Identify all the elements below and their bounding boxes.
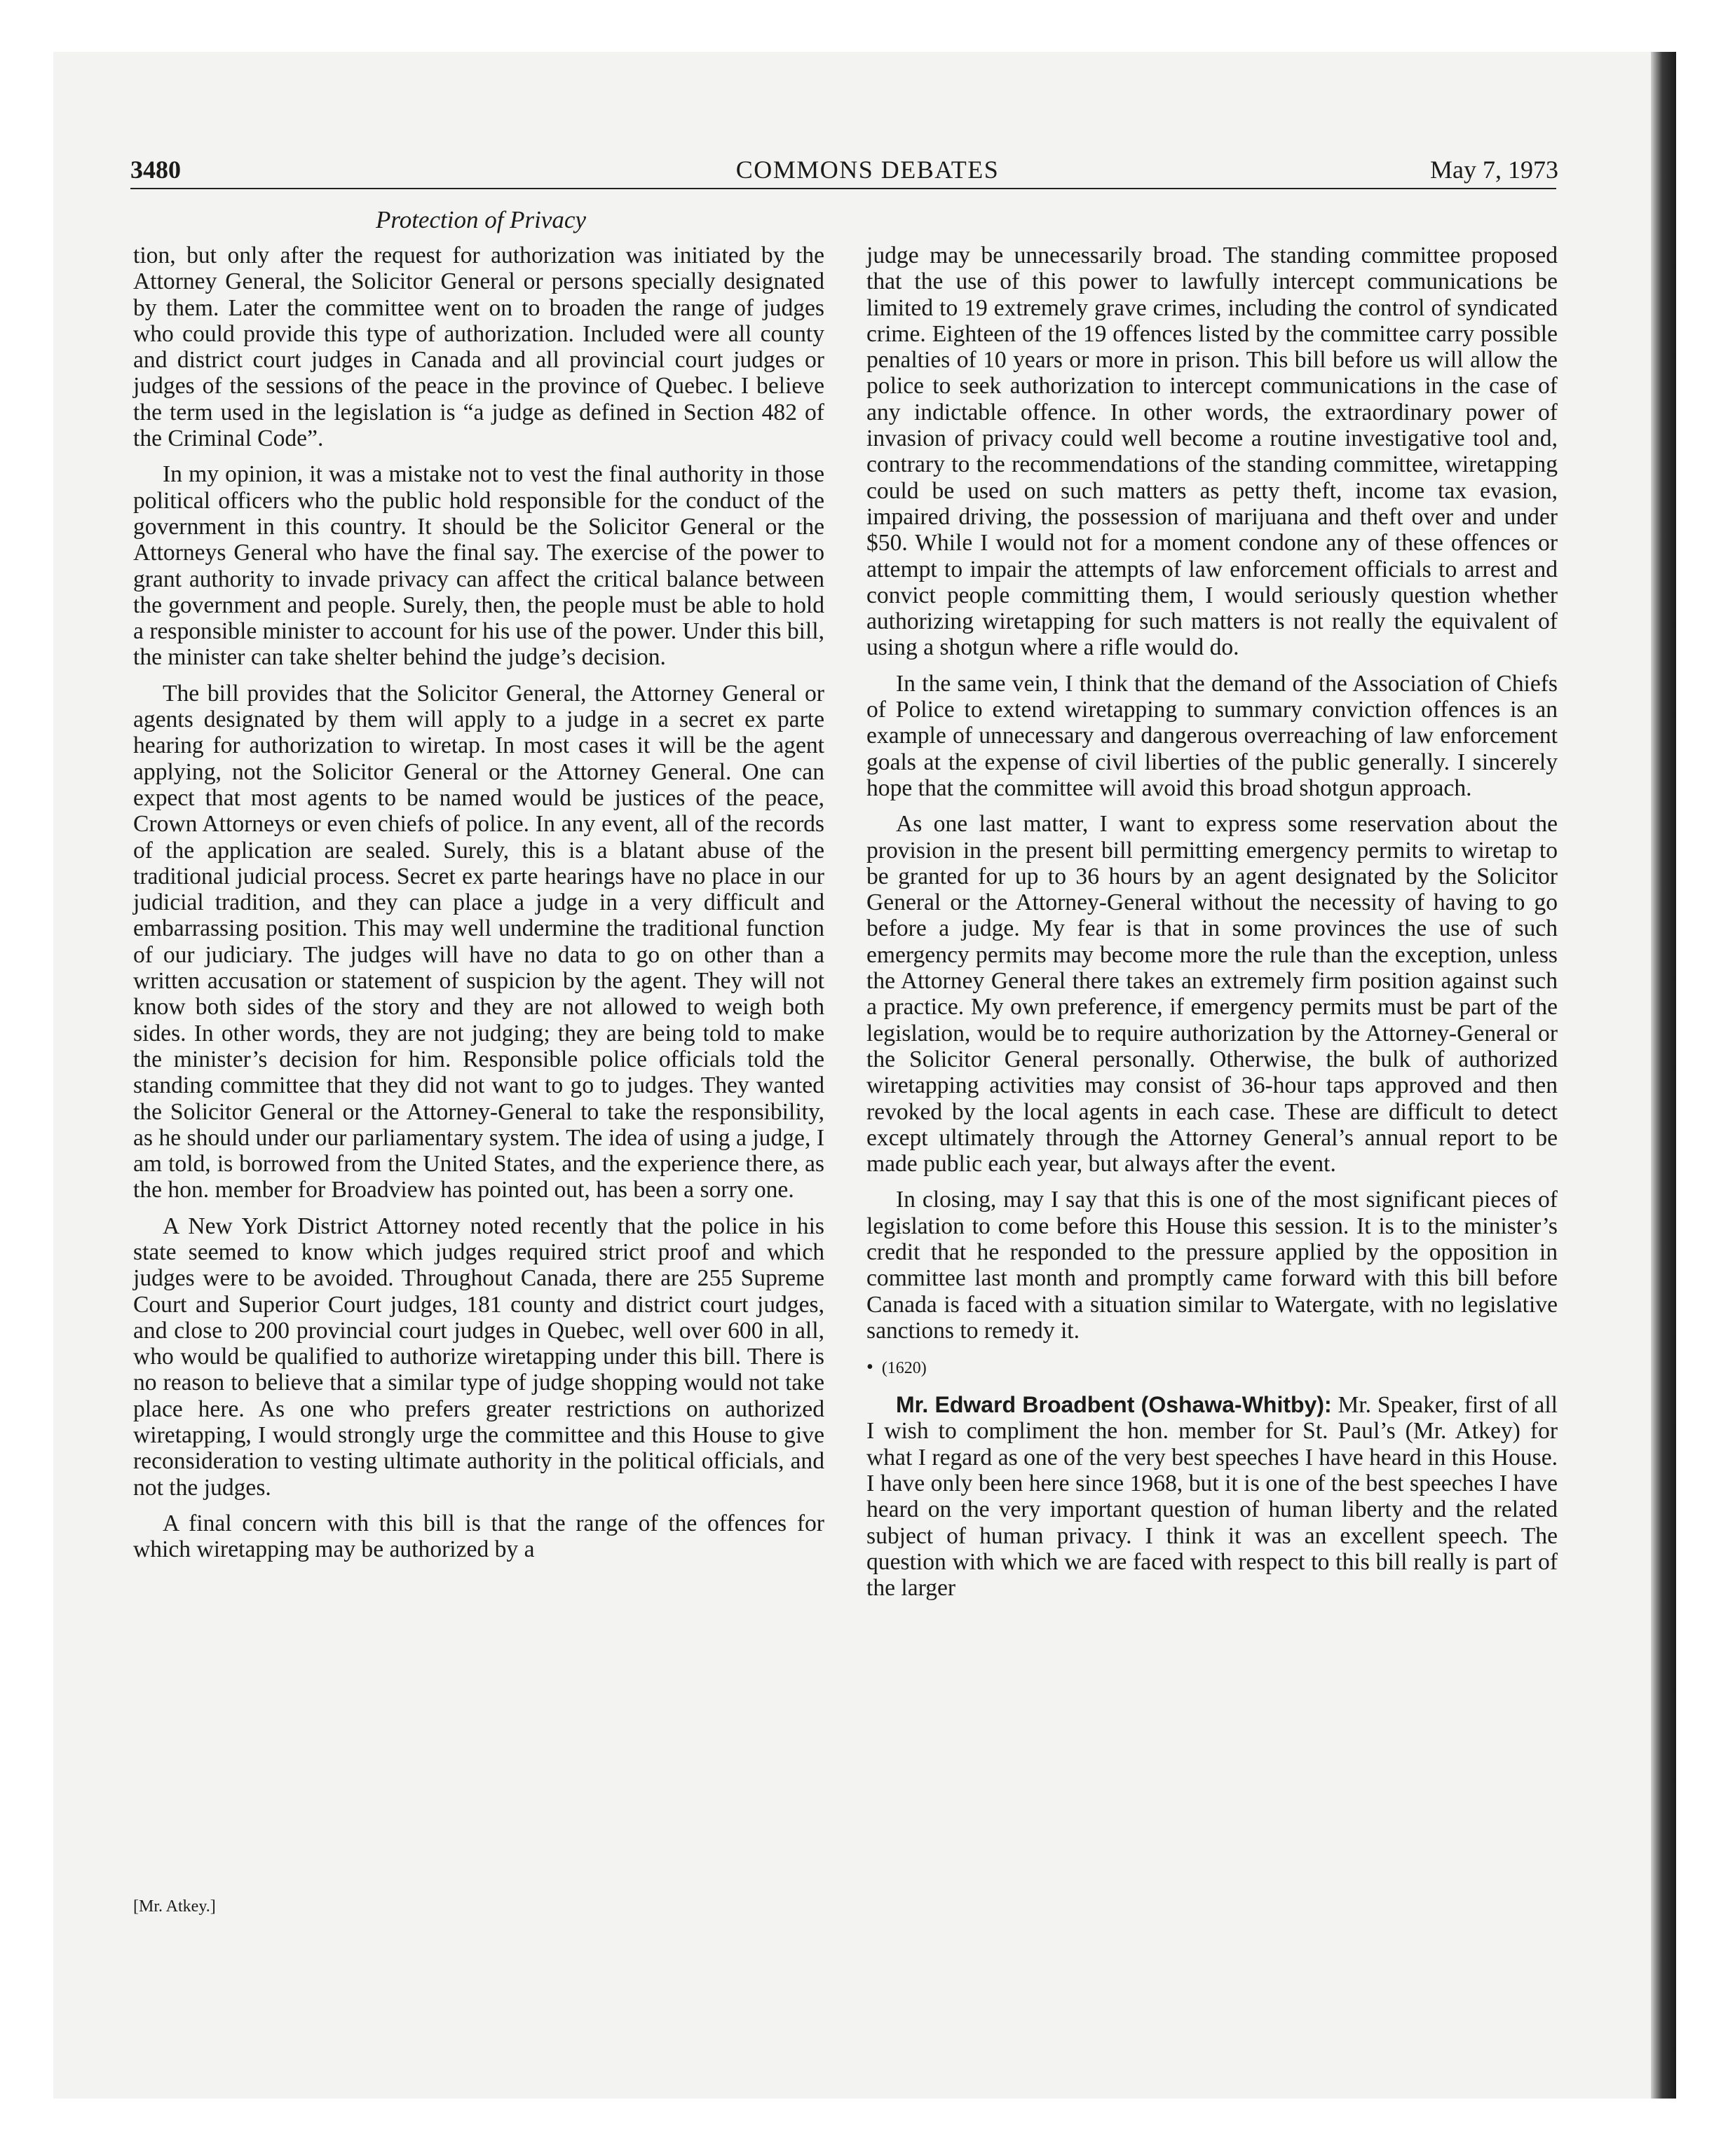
paragraph: judge may be unnecessarily broad. The standing committee proposed that the use of this power to lawfully intercept communications be limited to 19 extremely grave crimes, including the control of syndicated crime. Eighteen of the 19 offences listed by the committee carry possible penalties of 10 years or more in prison. This bill before us will allow the police to seek authorization to intercept communications in the case of any indictable offence. In other words, the extraordinary power of invasion of privacy could well become a routine investigative tool and, contrary to the recommendations of the standing committee, wiretapping could be used on such matters as petty theft, income tax evasion, impaired driving, the possession of marijuana and theft over and under $50. While I would not for a moment condone any of these offences or attempt to impair the attempts of law enforcement officials to arrest and convict people committing them, I would seriously question whether authorizing wiretapping for such matters is not really the equivalent of using a shotgun where a rifle would do. [866,243,1558,661]
header-rule [130,188,1556,189]
paragraph: In my opinion, it was a mistake not to vest the final authority in those political officers who the public hold responsible for the conduct of the government in this country. It should be the Solicitor General or the Attorneys General who have the final say. The exercise of the power to grant authority to invade privacy can affect the critical balance between the government and people. Surely, then, the people must be able to hold a responsible minister to account for his use of the power. Under this bill, the minister can take shelter behind the judge’s decision. [133,461,824,671]
speech-paragraph [866,1392,1558,1601]
section-title: Protection of Privacy [376,206,586,233]
left-column [133,243,824,1573]
paragraph: As one last matter, I want to express some reservation about the provision in the present bill permitting emergency permits to wiretap to be granted for up to 36 hours by an agent designated by the Solicitor General or the Attorney-General without the necessity of having to go before a judge. My fear is that in some provinces the use of such emergency permits may become more the rule than the exception, unless the Attorney General there takes an extremely firm position against such a practice. My own preference, if emergency permits must be part of the legislation, would be to require authorization by the Attorney-General or the Solicitor General personally. Otherwise, the bulk of authorized wiretapping activities may consist of 36-hour taps approved and then revoked by the local agents in each case. These are difficult to detect except ultimately through the Attorney General’s annual report to be made public each year, but always after the event. [866,811,1558,1178]
paragraph: A final concern with this bill is that the range of the offences for which wiretapping may be authorized by a [133,1510,824,1563]
speech-text: Mr. Speaker, first of all I wish to compliment the hon. member for St. Paul’s (Mr. Atkey) for what I regard as one of the very best speeches I have heard in this House. I have only been here since 1968, but it is one of the best speeches I have heard on the very important question of human liberty and the related subject of human privacy. I think it was an excellent speech. The question with which we are faced with respect to this bill really is part of the larger [866,1392,1558,1602]
page-date: May 7, 1973 [1430,156,1558,184]
page-number: 3480 [130,156,181,184]
right-column [866,243,1558,1611]
paragraph: The bill provides that the Solicitor General, the Attorney General or agents designated by them will apply to a judge in a secret ex parte hearing for authorization to wiretap. In most cases it will be the agent applying, not the Solicitor General or the Attorney General. One can expect that most agents to be named would be justices of the peace, Crown Attorneys or even chiefs of police. In any event, all of the records of the application are sealed. Surely, this is a blatant abuse of the traditional judicial process. Secret ex parte hearings have no place in our judicial tradition, and they can place a judge in a very difficult and embarrassing position. This may well undermine the traditional function of our judiciary. The judges will have no data to go on other than a written accusation or statement of suspicion by the agent. They will not know both sides of the story and they are not allowed to weigh both sides. In other words, they are not judging; they are being told to make the minister’s decision for him. Responsible police officials told the standing committee that they did not want to go to judges. They wanted the Solicitor General or the Attorney-General to take the responsibility, as he should under our parliamentary system. The idea of using a judge, I am told, is borrowed from the United States, and the experience there, as the hon. member for Broadview has pointed out, has been a sorry one. [133,680,824,1203]
timestamp-text: (1620) [881,1359,927,1378]
speaker-attribution: [Mr. Atkey.] [133,1897,216,1916]
paragraph: In the same vein, I think that the demand of the Association of Chiefs of Police to extend wiretapping to summary conviction offences is an example of unnecessary and dangerous overreaching of law enforcement goals at the expense of civil liberties of the public generally. I sincerely hope that the committee will avoid this broad shotgun approach. [866,670,1558,801]
speaker-name: Mr. Edward Broadbent (Oshawa-Whitby): [896,1392,1332,1418]
paragraph: In closing, may I say that this is one of the most significant pieces of legislation to come before this House this session. It is to the minister’s credit that he responded to the pressure applied by the opposition in committee last month and promptly came forward with this bill before Canada is faced with a situation similar to Watergate, with no legislative sanctions to remedy it. [866,1187,1558,1344]
running-title: COMMONS DEBATES [735,156,1000,184]
paragraph: tion, but only after the request for authorization was initiated by the Attorney General, the Solicitor General or persons specially designated by them. Later the committee went on to broaden the range of judges who could provide this type of authorization. Included were all county and district court judges in Canada and all provincial court judges or judges of the sessions of the peace in the province of Quebec. I believe the term used in the legislation is “a judge as defined in Section 482 of the Criminal Code”. [133,243,824,452]
scan-edge-shadow [1651,52,1676,2099]
bullet-icon: • [866,1356,873,1379]
timestamp [866,1353,1558,1382]
paragraph: A New York District Attorney noted recently that the police in his state seemed to know which judges required strict proof and which judges were to be avoided. Throughout Canada, there are 255 Supreme Court and Superior Court judges, 181 county and district court judges, and close to 200 provincial court judges in Quebec, well over 600 in all, who would be qualified to authorize wiretapping under this bill. There is no reason to believe that a similar type of judge shopping would not take place here. As one who prefers greater restrictions on authorized wiretapping, I would strongly urge the committee and this House to give reconsideration to vesting ultimate authority in the political officials, and not the judges. [133,1213,824,1501]
